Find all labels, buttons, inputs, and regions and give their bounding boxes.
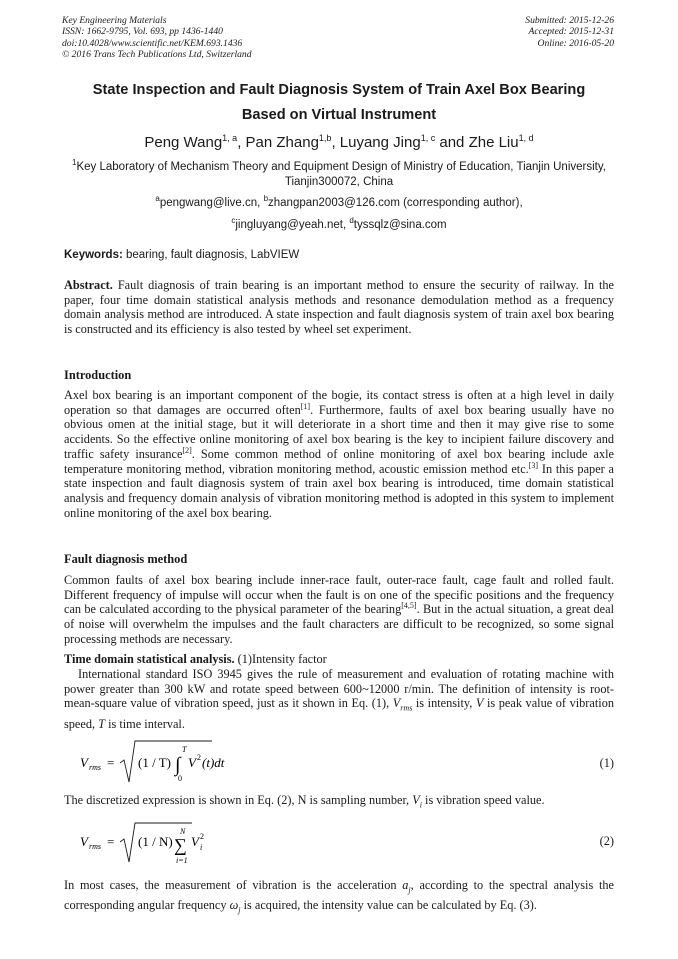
email-line-2 xyxy=(60,213,618,233)
text-run: , according to the spectral analysis the corresponding angular frequency xyxy=(64,878,614,913)
author-name: Luyang Jing xyxy=(339,134,421,151)
eq-fraction: (1 / T) xyxy=(138,755,171,770)
abstract-label: Abstract. xyxy=(64,278,113,292)
text-run: In this paper a state inspection and fault diagnosis system of train axel box bearing is introduced, time domain statistical analysis and frequency domain analysis of vibration monitoring method is adopted in this system to implement online monitoring of the axel box bearing. xyxy=(64,461,614,520)
eq-lhs: V xyxy=(80,834,88,849)
text-run: is intensity, xyxy=(412,696,476,711)
text-run: is acquired, the intensity value can be calculated by Eq. (3). xyxy=(240,898,537,913)
citation-ref[interactable]: [4,5] xyxy=(401,601,417,611)
sum-lower: i=1 xyxy=(176,856,188,865)
equation-2 xyxy=(80,820,614,872)
title-line-2: Based on Virtual Instrument xyxy=(241,107,437,123)
math-var: V xyxy=(392,696,401,711)
abstract-text: Fault diagnosis of train bearing is an important method to ensure the security of railway. In the paper, four time domain statistical analysis methods and resonance demodulation method as a frequency domain analysis method are introduced. A state inspection and fault diagnosis system of train axel box bearing is constructed and its efficiency is also tested by wheel set experiment. xyxy=(64,278,614,337)
email-sup: a xyxy=(155,194,160,203)
author-sup: 1, a xyxy=(222,133,238,143)
email-sup: c xyxy=(231,216,236,225)
eq-body: V xyxy=(191,834,199,849)
copyright-line: © 2016 Trans Tech Publications Ltd, Switzerland xyxy=(62,48,252,60)
text-run: is peak value of vibration speed, xyxy=(64,696,614,731)
citation-ref[interactable]: [2] xyxy=(182,445,192,455)
intensity-paragraph xyxy=(64,667,614,731)
acceleration-paragraph xyxy=(64,878,614,918)
eq-body: V xyxy=(188,755,196,770)
section-heading-fault-diagnosis: Fault diagnosis method xyxy=(64,552,188,566)
email-c-link[interactable]: jingluyang@yeah.net, xyxy=(235,218,350,231)
affiliation xyxy=(70,155,608,191)
author-sep: , xyxy=(237,134,246,151)
author-sep: , xyxy=(331,134,340,151)
eq-sub: i xyxy=(200,843,203,852)
title-line-1: State Inspection and Fault Diagnosis System of Train Axel Box Bearing xyxy=(92,82,586,98)
introduction-paragraph xyxy=(64,388,614,520)
issn-line: ISSN: 1662-9795, Vol. 693, pp 1436-1440 xyxy=(62,26,223,38)
author-name: Peng Wang xyxy=(144,134,223,151)
eq-lhs-sub: rms xyxy=(89,842,102,851)
integral-upper: T xyxy=(182,745,187,754)
keywords xyxy=(64,249,299,261)
eq-power: 2 xyxy=(200,832,204,841)
email-d-link[interactable]: tyssqlz@sina.com xyxy=(353,218,447,231)
text-run: Common faults of axel box bearing include inner-race fault, outer-race fault, cage fault and rolled fault. Different frequency of impulse will occur when the fault is on one of the specific positions and the frequency can be calculated according to the physical parameter of the bearing xyxy=(64,573,614,617)
eq-fraction: (1 / N) xyxy=(138,834,173,849)
integral-sign: ∫ xyxy=(175,754,181,776)
author-sup: 1, d xyxy=(518,133,534,143)
eq-equals: = xyxy=(107,755,115,770)
equation-2-number: (2) xyxy=(599,834,614,848)
accepted-date: Accepted: 2015-12-31 xyxy=(528,26,614,38)
section-heading-introduction: Introduction xyxy=(64,368,132,382)
citation-ref[interactable]: [1] xyxy=(300,401,311,411)
journal-name: Key Engineering Materials xyxy=(62,15,167,26)
eq-lhs: V xyxy=(80,755,88,770)
math-var: ω xyxy=(229,898,239,913)
text-run: . Furthermore, faults of axel box bearing usually have no obvious omen at the initial stage, but it will deteriorate in a short time and then it may give rise to some accidents. So the effective online monitoring of axel box bearing is the key to incipient failure discovery and traffic safety insurance xyxy=(64,402,614,461)
email-line-1 xyxy=(60,191,618,211)
tds-subheading xyxy=(64,652,614,667)
sum-upper: N xyxy=(180,827,186,836)
author-sep: and xyxy=(435,134,469,151)
email-b-link[interactable]: zhangpan2003@126.com (corresponding author), xyxy=(268,196,523,209)
equation-1-number: (1) xyxy=(599,756,614,770)
text-run: The discretized expression is shown in Eq. (2), N is sampling number, xyxy=(64,793,413,807)
math-var: T xyxy=(98,716,105,731)
affiliation-sup: 1 xyxy=(72,158,77,167)
email-sup: b xyxy=(263,194,269,203)
eq-arg: (t)dt xyxy=(202,755,225,770)
math-var: V xyxy=(475,696,484,711)
sum-sign: ∑ xyxy=(174,835,187,855)
math-sub: j xyxy=(408,885,411,895)
math-var: a xyxy=(402,878,409,892)
citation-ref[interactable]: [3] xyxy=(528,460,539,470)
doi-line: doi:10.4028/www.scientific.net/KEM.693.1436 xyxy=(62,37,243,49)
eq-power: 2 xyxy=(197,753,201,762)
subheading-label: Time domain statistical analysis. xyxy=(64,652,235,666)
text-run: . But in the actual situation, a great deal of noise will overwhelm the impulses and the fault characters are difficult to be recognized, so some signal processing methods are necessary. xyxy=(64,602,614,646)
author-name: Zhe Liu xyxy=(468,134,519,151)
eq-equals: = xyxy=(107,834,115,849)
equation-1 xyxy=(80,738,614,790)
eq-lhs-sub: rms xyxy=(89,763,102,772)
keywords-text: bearing, fault diagnosis, LabVIEW xyxy=(122,249,300,261)
email-sup: d xyxy=(349,216,354,225)
author-sup: 1,b xyxy=(318,133,332,143)
abstract xyxy=(64,278,614,337)
math-var: V xyxy=(412,793,420,807)
affiliation-text: Key Laboratory of Mechanism Theory and Equipment Design of Ministry of Education, Tianjin University, Tianjin300072, China xyxy=(76,160,606,189)
text-run: is vibration speed value. xyxy=(421,793,545,807)
journal-header-right xyxy=(525,15,614,49)
text-run: In most cases, the measurement of vibration is the acceleration xyxy=(64,878,403,892)
math-sub: i xyxy=(419,800,422,810)
paper-title xyxy=(40,78,638,128)
text-run: is time interval. xyxy=(105,716,185,731)
math-sub: j xyxy=(238,905,241,915)
keywords-label: Keywords: xyxy=(64,249,123,261)
discretized-paragraph xyxy=(64,793,614,813)
text-run: International standard ISO 3945 gives the rule of measurement and evaluation of rotating machine with power greater than 300 kW and rotate speed between 600~12000 r/min. The definition of intensity is root-mean-square value of vibration speed, just as it shown in Eq. (1), xyxy=(64,667,614,711)
online-date: Online: 2016-05-20 xyxy=(537,37,614,49)
author-list xyxy=(40,128,638,153)
subheading-rest: (1)Intensity factor xyxy=(234,652,327,666)
author-sup: 1, c xyxy=(420,133,436,143)
journal-header-left xyxy=(62,15,252,60)
email-a-link[interactable]: pengwang@live.cn, xyxy=(159,196,264,209)
author-name: Pan Zhang xyxy=(245,134,319,151)
math-sub: rms xyxy=(400,703,413,713)
text-run: . Some common method of online monitoring of axel box bearing include axle temperature monitoring method, vibration monitoring method, acoustic emission method etc. xyxy=(64,446,614,476)
integral-lower: 0 xyxy=(178,774,182,783)
fault-paragraph xyxy=(64,573,614,647)
submitted-date: Submitted: 2015-12-26 xyxy=(525,15,614,26)
text-run: Axel box bearing is an important component of the bogie, its contact stress is often at a high level in daily operation so that damages are occurred often xyxy=(64,388,614,417)
